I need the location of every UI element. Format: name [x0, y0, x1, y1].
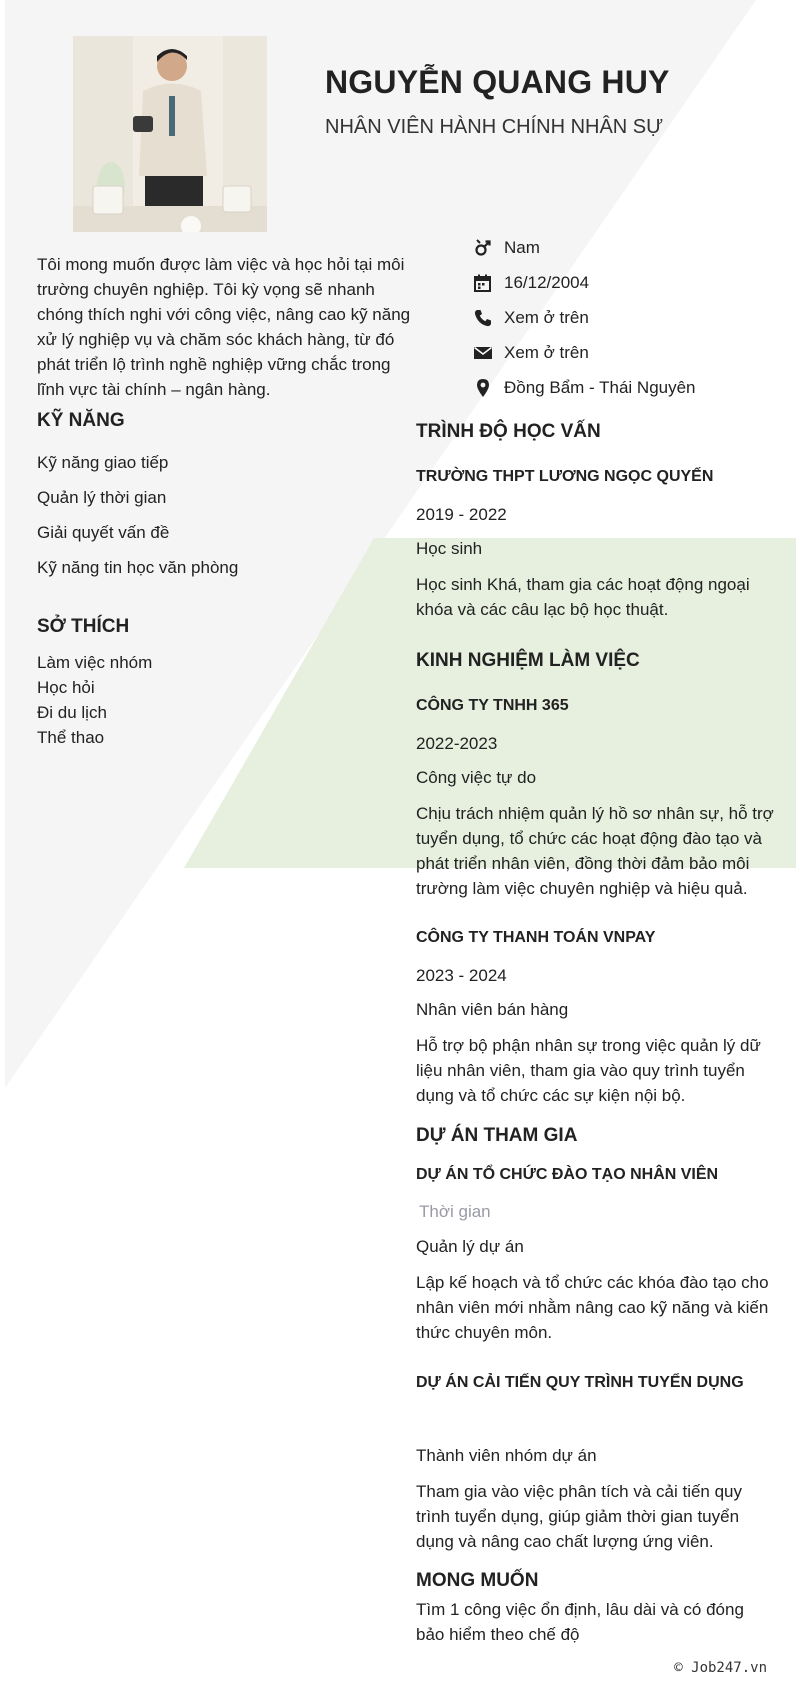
hobby-item: Học hỏi — [37, 678, 95, 697]
project-name: DỰ ÁN TỔ CHỨC ĐÀO TẠO NHÂN VIÊN — [416, 1166, 719, 1183]
contact-birthday — [472, 265, 696, 300]
wish-text: Tìm 1 công việc ổn định, lâu dài và có đóng bảo hiểm theo chế độ — [416, 1600, 744, 1644]
experience-period: 2023 - 2024 — [416, 966, 507, 985]
experience-description: Chịu trách nhiệm quản lý hồ sơ nhân sự, hỗ trợ tuyển dụng, tổ chức các hoạt động đào tạo và phát triển nhân viên, đồng thời đảm bảo môi trường làm việc chuyên nghiệp và hiệu quả. — [416, 804, 774, 898]
phone-icon — [472, 307, 494, 329]
mail-icon — [472, 342, 494, 364]
watermark: © Job247.vn — [674, 1660, 767, 1676]
project-role: Thành viên nhóm dự án — [416, 1446, 597, 1465]
career-objective: Tôi mong muốn được làm việc và học hỏi tại môi trường chuyên nghiệp. Tôi kỳ vọng sẽ nhanh chóng thích nghi với công việc, nâng cao kỹ năng xử lý nghiệp vụ và chăm sóc khách hàng, từ đó phát triển lộ trình nghề nghiệp vững chắc trong lĩnh vực tài chính – ngân hàng. — [37, 255, 411, 399]
email-value: Xem ở trên — [504, 342, 589, 362]
profile-photo-image — [73, 36, 267, 232]
wish-heading: MONG MUỐN — [416, 1570, 539, 1591]
gender-icon — [472, 237, 494, 259]
skills-heading: KỸ NĂNG — [37, 410, 125, 431]
contact-email — [472, 335, 696, 370]
experience-position: Công việc tự do — [416, 768, 537, 787]
education-period: 2019 - 2022 — [416, 505, 507, 524]
experience-description: Hỗ trợ bộ phận nhân sự trong việc quản lý dữ liệu nhân viên, tham gia vào quy trình tuyển dụng và tổ chức các sự kiện nội bộ. — [416, 1036, 761, 1105]
phone-value: Xem ở trên — [504, 307, 589, 327]
candidate-name: NGUYỄN QUANG HUY — [325, 64, 670, 100]
experience-period: 2022-2023 — [416, 734, 498, 753]
calendar-icon — [472, 272, 494, 294]
hobby-item: Đi du lịch — [37, 703, 107, 722]
education-description: Học sinh Khá, tham gia các hoạt động ngoại khóa và các câu lạc bộ học thuật. — [416, 575, 750, 619]
skills-list — [37, 452, 238, 592]
contact-list — [472, 230, 696, 405]
address-value: Đồng Bẩm - Thái Nguyên — [504, 377, 696, 397]
skill-item: Giải quyết vấn đề — [37, 523, 170, 542]
candidate-job-title: NHÂN VIÊN HÀNH CHÍNH NHÂN SỰ — [325, 116, 664, 138]
contact-address — [472, 370, 696, 405]
experience-position: Nhân viên bán hàng — [416, 1000, 569, 1019]
skill-item: Quản lý thời gian — [37, 488, 167, 507]
project-name: DỰ ÁN CẢI TIẾN QUY TRÌNH TUYỂN DỤNG — [416, 1374, 744, 1391]
hobbies-heading: SỞ THÍCH — [37, 616, 130, 637]
skill-item: Kỹ năng giao tiếp — [37, 453, 169, 472]
contact-gender — [472, 230, 696, 265]
profile-photo — [73, 36, 267, 232]
hobbies-list — [37, 650, 152, 750]
projects-heading: DỰ ÁN THAM GIA — [416, 1125, 578, 1146]
project-time: Thời gian — [419, 1202, 491, 1221]
hobby-item: Thể thao — [37, 728, 105, 747]
education-school: TRƯỜNG THPT LƯƠNG NGỌC QUYẾN — [416, 468, 714, 485]
experience-company: CÔNG TY TNHH 365 — [416, 697, 569, 714]
project-role: Quản lý dự án — [416, 1237, 524, 1256]
experience-company: CÔNG TY THANH TOÁN VNPAY — [416, 929, 656, 946]
skill-item: Kỹ năng tin học văn phòng — [37, 558, 239, 577]
birthday-value: 16/12/2004 — [504, 272, 590, 292]
gender-value: Nam — [504, 237, 540, 257]
education-role: Học sinh — [416, 539, 483, 558]
contact-phone — [472, 300, 696, 335]
location-pin-icon — [472, 377, 494, 399]
project-description: Lập kế hoạch và tổ chức các khóa đào tạo cho nhân viên mới nhằm nâng cao kỹ năng và kiến thức chuyên môn. — [416, 1273, 769, 1342]
hobby-item: Làm việc nhóm — [37, 653, 153, 672]
experience-heading: KINH NGHIỆM LÀM VIỆC — [416, 650, 640, 671]
education-heading: TRÌNH ĐỘ HỌC VẤN — [416, 421, 601, 442]
project-description: Tham gia vào việc phân tích và cải tiến quy trình tuyển dụng, giúp giảm thời gian tuyển dụng và nâng cao chất lượng ứng viên. — [416, 1482, 743, 1551]
